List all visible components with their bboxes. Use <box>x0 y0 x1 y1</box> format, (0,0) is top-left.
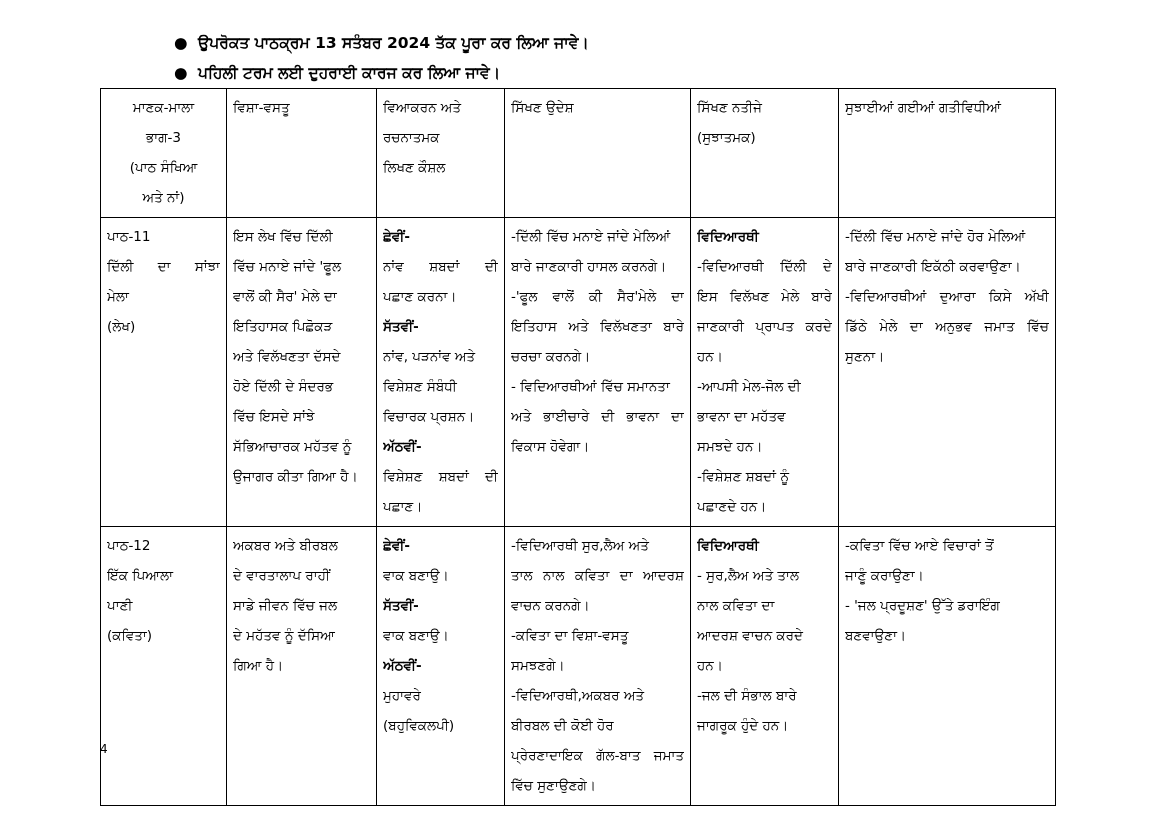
cell-line: ਵਿੱਚ ਇਸਦੇ ਸਾਂਝੇ <box>233 409 315 425</box>
cell-line: -'ਫੂਲ ਵਾਲੋਂ ਕੀ ਸੈਰ'ਮੇਲੇ ਦਾ <box>511 289 684 305</box>
syllabus-table <box>100 88 1056 806</box>
cell-line: (ਲੇਖ) <box>107 319 136 335</box>
activities-cell <box>839 218 1056 527</box>
header-content <box>227 89 377 218</box>
cell-line: ਵਾਕ ਬਣਾਉ। <box>383 568 449 584</box>
cell-line: (ਸੁਝਾਤਮਕ) <box>697 130 756 146</box>
table-row <box>101 218 1056 527</box>
cell-line: - 'ਜਲ ਪ੍ਰਦੂਸ਼ਣ' ਉੱਤੇ ਡਰਾਇੰਗ <box>845 598 1000 614</box>
cell-line: ਇਸ ਲੇਖ ਵਿੱਚ ਦਿੱਲੀ <box>233 229 333 245</box>
cell-line: ਸਿੱਖਣ ਉਦੇਸ਼ <box>511 100 574 116</box>
cell-line: ਪਛਾਣ। <box>383 499 423 515</box>
cell-line: ਵਾਕ ਬਣਾਉ। <box>383 628 449 644</box>
cell-line: ਪਾਠ-11 <box>107 229 151 245</box>
cell-line: ਬਣਵਾਉਣਾ। <box>845 628 907 644</box>
content-cell <box>227 218 377 527</box>
objectives-cell <box>505 218 691 527</box>
instruction-item: ● ਉਪਰੋਕਤ ਪਾਠਕ੍ਰਮ 13 ਸਤੰਬਰ 2024 ਤੱਕ ਪੂਰਾ ਕਰ ਲਿਆ ਜਾਵੇ। <box>174 28 589 58</box>
cell-line: ਡਿੱਠੇ ਮੇਲੇ ਦਾ ਅਨੁਭਵ ਜਮਾਤ ਵਿੱਚ <box>845 319 1049 335</box>
cell-line: ਜਾਗਰੂਕ ਹੁੰਦੇ ਹਨ। <box>697 718 789 734</box>
cell-line: ਅਕਬਰ ਅਤੇ ਬੀਰਬਲ <box>233 538 338 554</box>
cell-line: ਦਿੱਲੀ ਦਾ ਸਾਂਝਾ <box>107 259 220 275</box>
cell-line: ਹਨ। <box>697 658 723 674</box>
bullet-icon: ● <box>174 34 188 52</box>
header-activities <box>839 89 1056 218</box>
cell-line: ਦੇ ਮਹੱਤਵ ਨੂੰ ਦੱਸਿਆ <box>233 628 335 644</box>
cell-subheading: ਵਿਦਿਆਰਥੀ <box>697 538 759 554</box>
lesson-cell <box>101 527 227 806</box>
cell-line: ਬੀਰਬਲ ਦੀ ਕੋਈ ਹੋਰ <box>511 718 614 734</box>
outcomes-cell <box>691 218 839 527</box>
cell-line: ਵਿਚਾਰਕ ਪ੍ਰਸ਼ਨ। <box>383 409 475 425</box>
header-grammar <box>377 89 505 218</box>
cell-line: -ਵਿਦਿਆਰਥੀ,ਅਕਬਰ ਅਤੇ <box>511 688 645 704</box>
cell-line: ਇਸ ਵਿਲੱਖਣ ਮੇਲੇ ਬਾਰੇ <box>697 289 832 305</box>
cell-line: ਭਾਗ-3 <box>146 130 181 146</box>
cell-line: (ਬਹੁਵਿਕਲਪੀ) <box>383 718 455 734</box>
cell-line: -ਕਵਿਤਾ ਦਾ ਵਿਸ਼ਾ-ਵਸਤੂ <box>511 628 629 644</box>
cell-line: ਰਚਨਾਤਮਕ <box>383 130 440 146</box>
cell-line: -ਦਿੱਲੀ ਵਿੱਚ ਮਨਾਏ ਜਾਂਦੇ ਹੋਰ ਮੇਲਿਆਂ <box>845 229 1026 245</box>
cell-line: ਸਮਝਦੇ ਹਨ। <box>697 439 763 455</box>
lesson-cell <box>101 218 227 527</box>
cell-subheading: ਅੱਠਵੀਂ- <box>383 658 422 674</box>
cell-line: - ਸੁਰ,ਲੈਅ ਅਤੇ ਤਾਲ <box>697 568 800 584</box>
cell-line: ਸਿੱਖਣ ਨਤੀਜੇ <box>697 100 762 116</box>
instructions-list <box>174 28 589 88</box>
table-row <box>101 527 1056 806</box>
cell-line: -ਦਿੱਲੀ ਵਿੱਚ ਮਨਾਏ ਜਾਂਦੇ ਮੇਲਿਆਂ <box>511 229 671 245</box>
cell-line: -ਕਵਿਤਾ ਵਿੱਚ ਆਏ ਵਿਚਾਰਾਂ ਤੋਂ <box>845 538 994 554</box>
cell-line: -ਆਪਸੀ ਮੇਲ-ਜੋਲ ਦੀ <box>697 379 801 395</box>
cell-line: ਪਛਾਣ ਕਰਨਾ। <box>383 289 457 305</box>
cell-line: ਮਾਣਕ-ਮਾਲਾ <box>132 100 195 116</box>
header-outcomes <box>691 89 839 218</box>
cell-line: -ਵਿਦਿਆਰਥੀ ਸੁਰ,ਲੈਅ ਅਤੇ <box>511 538 649 554</box>
cell-line: ਸੱਭਿਆਚਾਰਕ ਮਹੱਤਵ ਨੂੰ <box>233 439 352 455</box>
cell-line: ਸੁਝਾਈਆਂ ਗਈਆਂ ਗਤੀਵਿਧੀਆਂ <box>845 100 1002 116</box>
cell-line: ਜਾਣਕਾਰੀ ਪ੍ਰਾਪਤ ਕਰਦੇ <box>697 319 832 335</box>
cell-line: ਹੋਏ ਦਿੱਲੀ ਦੇ ਸੰਦਰਭ <box>233 379 334 395</box>
outcomes-cell <box>691 527 839 806</box>
cell-line: -ਵਿਸ਼ੇਸ਼ਣ ਸ਼ਬਦਾਂ ਨੂੰ <box>697 469 789 485</box>
cell-line: ਵਿਸ਼ੇਸ਼ਣ ਸ਼ਬਦਾਂ ਦੀ <box>383 469 498 485</box>
cell-line: ਦੇ ਵਾਰਤਾਲਾਪ ਰਾਹੀਂ <box>233 568 330 584</box>
grammar-cell <box>377 218 505 527</box>
cell-line: ਪ੍ਰੇਰਣਾਦਾਇਕ ਗੱਲ-ਬਾਤ ਜਮਾਤ <box>511 748 684 764</box>
cell-line: (ਕਵਿਤਾ) <box>107 628 153 644</box>
cell-line: ਲਿਖਣ ਕੌਸ਼ਲ <box>383 160 446 176</box>
header-objectives <box>505 89 691 218</box>
cell-line: ਗਿਆ ਹੈ। <box>233 658 284 674</box>
cell-line: ਸਾਡੇ ਜੀਵਨ ਵਿੱਚ ਜਲ <box>233 598 338 614</box>
cell-line: - ਵਿਦਿਆਰਥੀਆਂ ਵਿੱਚ ਸਮਾਨਤਾ <box>511 379 670 395</box>
cell-subheading: ਛੇਵੀਂ- <box>383 229 410 245</box>
cell-line: ਵਾਲੋਂ ਕੀ ਸੈਰ' ਮੇਲੇ ਦਾ <box>233 289 337 305</box>
cell-line: ਇੱਕ ਪਿਆਲਾ <box>107 568 173 584</box>
bullet-icon: ● <box>174 64 188 82</box>
cell-line: ਨਾਲ ਕਵਿਤਾ ਦਾ <box>697 598 775 614</box>
cell-line: ਭਾਵਨਾ ਦਾ ਮਹੱਤਵ <box>697 409 786 425</box>
cell-subheading: ਸੱਤਵੀਂ- <box>383 319 419 335</box>
cell-line: ਇਤਿਹਾਸ ਅਤੇ ਵਿਲੱਖਣਤਾ ਬਾਰੇ <box>511 319 684 335</box>
cell-line: ਮੁਹਾਵਰੇ <box>383 688 421 704</box>
objectives-cell <box>505 527 691 806</box>
cell-line: (ਪਾਠ ਸੰਖਿਆ <box>129 160 198 176</box>
header-lesson <box>101 89 227 218</box>
cell-line: ਤਾਲ ਨਾਲ ਕਵਿਤਾ ਦਾ ਆਦਰਸ਼ <box>511 568 684 584</box>
cell-line: ਨਾਂਵ ਸ਼ਬਦਾਂ ਦੀ <box>383 259 498 275</box>
cell-line: ਵਿਕਾਸ ਹੋਵੇਗਾ। <box>511 439 590 455</box>
cell-line: -ਜਲ ਦੀ ਸੰਭਾਲ ਬਾਰੇ <box>697 688 797 704</box>
grammar-cell <box>377 527 505 806</box>
activities-cell <box>839 527 1056 806</box>
cell-line: ਵਿੱਚ ਸੁਣਾਉਣਗੇ। <box>511 778 596 794</box>
cell-line: ਪਾਠ-12 <box>107 538 151 554</box>
cell-line: ਵਾਚਨ ਕਰਨਗੇ। <box>511 598 590 614</box>
cell-line: ਵਿਆਕਰਨ ਅਤੇ <box>383 100 462 116</box>
cell-subheading: ਸੱਤਵੀਂ- <box>383 598 419 614</box>
cell-subheading: ਵਿਦਿਆਰਥੀ <box>697 229 759 245</box>
cell-line: ਮੇਲਾ <box>107 289 129 305</box>
content-cell <box>227 527 377 806</box>
cell-line: ਚਰਚਾ ਕਰਨਗੇ। <box>511 349 591 365</box>
cell-subheading: ਛੇਵੀਂ- <box>383 538 410 554</box>
cell-line: ਅਤੇ ਵਿਲੱਖਣਤਾ ਦੱਸਦੇ <box>233 349 341 365</box>
cell-line: ਸੁਣਨਾ। <box>845 349 885 365</box>
cell-line: -ਵਿਦਿਆਰਥੀ ਦਿੱਲੀ ਦੇ <box>697 259 832 275</box>
cell-line: ਇਤਿਹਾਸਕ ਪਿਛੋਕੜ <box>233 319 333 335</box>
cell-line: ਜਾਣੂੰ ਕਰਾਉਣਾ। <box>845 568 924 584</box>
cell-line: ਬਾਰੇ ਜਾਣਕਾਰੀ ਹਾਸਲ ਕਰਨਗੇ। <box>511 259 667 275</box>
cell-line: -ਵਿਦਿਆਰਥੀਆਂ ਦੁਆਰਾ ਕਿਸੇ ਅੱਖੀ <box>845 289 1049 305</box>
cell-line: ਵਿਸ਼ੇਸ਼ਣ ਸੰਬੰਧੀ <box>383 379 457 395</box>
cell-subheading: ਅੱਠਵੀਂ- <box>383 439 422 455</box>
cell-line: ਵਿਸ਼ਾ-ਵਸਤੂ <box>233 100 290 116</box>
cell-line: ਸਮਝਣਗੇ। <box>511 658 565 674</box>
cell-line: ਹਨ। <box>697 349 723 365</box>
cell-line: ਆਦਰਸ਼ ਵਾਚਨ ਕਰਦੇ <box>697 628 803 644</box>
cell-line: ਅਤੇ ਨਾਂ) <box>142 190 185 206</box>
cell-line: ਪਾਣੀ <box>107 598 133 614</box>
cell-line: ਪਛਾਣਦੇ ਹਨ। <box>697 499 767 515</box>
page-number: 4 <box>100 742 108 756</box>
cell-line: ਨਾਂਵ, ਪੜਨਾਂਵ ਅਤੇ <box>383 349 476 365</box>
cell-line: ਵਿੱਚ ਮਨਾਏ ਜਾਂਦੇ 'ਫੂਲ <box>233 259 342 275</box>
instruction-item: ● ਪਹਿਲੀ ਟਰਮ ਲਈ ਦੁਹਰਾਈ ਕਾਰਜ ਕਰ ਲਿਆ ਜਾਵੇ। <box>174 58 589 88</box>
table-header-row <box>101 89 1056 218</box>
cell-line: ਅਤੇ ਭਾਈਚਾਰੇ ਦੀ ਭਾਵਨਾ ਦਾ <box>511 409 684 425</box>
cell-line: ਬਾਰੇ ਜਾਣਕਾਰੀ ਇਕੱਠੀ ਕਰਵਾਉਣਾ। <box>845 259 1021 275</box>
cell-line: ਉਜਾਗਰ ਕੀਤਾ ਗਿਆ ਹੈ। <box>233 469 358 485</box>
